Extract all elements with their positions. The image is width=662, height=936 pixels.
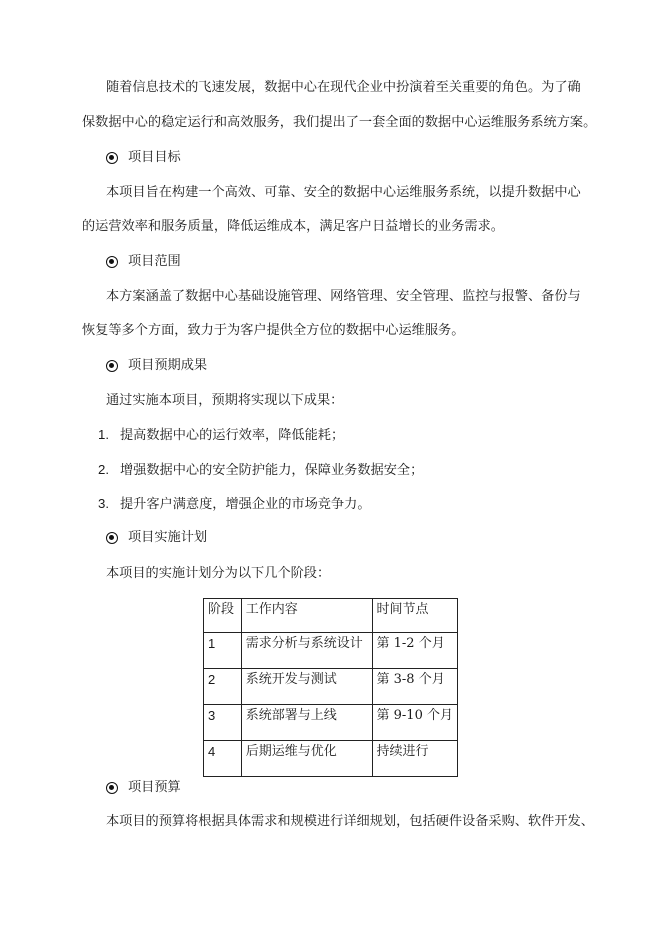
table-row [204,633,458,669]
table-header-row [204,599,458,633]
table-cell: 需求分析与系统设计 [241,633,372,669]
table-cell: 1 [204,633,242,669]
table-cell: 第 3-8 个月 [372,669,458,705]
table-cell: 3 [204,705,242,741]
plan-table [203,598,458,777]
section-heading-text: 项目预算 [128,780,181,795]
table-row [204,741,458,777]
table-cell: 第 1-2 个月 [372,633,458,669]
table-header-cell: 时间节点 [372,599,458,633]
table-header-cell: 工作内容 [241,599,372,633]
plan-intro: 本项目的实施计划分为以下几个阶段： [106,566,331,581]
outcomes-intro: 通过实施本项目，预期将实现以下成果： [106,393,344,408]
list-number: 3. [98,496,109,511]
section-heading-outcomes [106,356,207,376]
bullet-icon [106,532,118,544]
table-header-cell: 阶段 [204,599,242,633]
list-item [98,460,423,481]
list-text: 提高数据中心的运行效率，降低能耗； [120,428,345,443]
goal-line-1: 本项目旨在构建一个高效、可靠、安全的数据中心运维服务系统，以提升数据中心 [106,185,581,200]
scope-line-2: 恢复等多个方面，致力于为客户提供全方位的数据中心运维服务。 [82,323,465,338]
section-heading-text: 项目实施计划 [128,530,208,545]
goal-line-2: 的运营效率和服务质量，降低运维成本，满足客户日益增长的业务需求。 [82,219,504,234]
section-heading-budget [106,778,181,798]
list-number: 2. [98,462,109,477]
section-heading-scope [106,252,181,272]
bullet-icon [106,256,118,268]
section-heading-text: 项目范围 [128,254,181,269]
section-heading-goal [106,148,181,168]
list-text: 增强数据中心的安全防护能力，保障业务数据安全； [120,463,424,478]
budget-line-1: 本项目的预算将根据具体需求和规模进行详细规划，包括硬件设备采购、软件开发、 [106,814,594,829]
table-cell: 持续进行 [372,741,458,777]
intro-line-2: 保数据中心的稳定运行和高效服务，我们提出了一套全面的数据中心运维服务系统方案。 [82,115,597,130]
table-row [204,705,458,741]
list-item [98,425,344,446]
bullet-icon [106,152,118,164]
table-row [204,669,458,705]
list-number: 1. [98,427,109,442]
table-cell: 第 9-10 个月 [372,705,458,741]
section-heading-plan [106,528,207,548]
section-heading-text: 项目预期成果 [128,358,208,373]
table-cell: 系统开发与测试 [241,669,372,705]
table-cell: 后期运维与优化 [241,741,372,777]
table-cell: 系统部署与上线 [241,705,372,741]
bullet-icon [106,360,118,372]
table-cell: 4 [204,741,242,777]
intro-line-1: 随着信息技术的飞速发展，数据中心在现代企业中扮演着至关重要的角色。为了确 [106,80,581,95]
table-cell: 2 [204,669,242,705]
bullet-icon [106,782,118,794]
list-text: 提升客户满意度，增强企业的市场竞争力。 [120,497,371,512]
section-heading-text: 项目目标 [128,150,181,165]
list-item [98,494,371,515]
scope-line-1: 本方案涵盖了数据中心基础设施管理、网络管理、安全管理、监控与报警、备份与 [106,289,581,304]
